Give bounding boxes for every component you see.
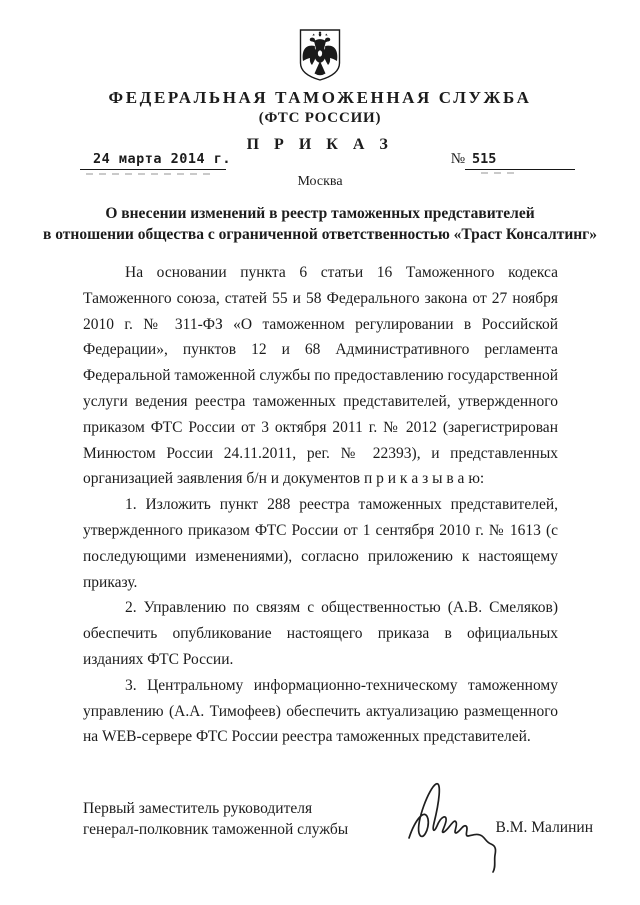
doc-title-line2: в отношении общества с ограниченной ответственностью «Траст Консалтинг» [43,226,597,243]
doc-title-line1: О внесении изменений в реестр таможенных представителей [105,205,535,222]
prikazyvayu-text: п р и к а з ы в а ю: [363,470,485,488]
order-item-3: 3. Центральному информационно-техническому таможенному управлению (А.А. Тимофеев) обеспечить актуализацию размещенного на WEB-сервере ФТС России реестра таможенных представителей. [83,676,558,746]
scan-artifact [86,173,214,175]
doc-city: Москва [297,174,343,189]
doc-title [18,203,622,245]
signer-position [83,798,348,840]
coat-of-arms-icon [298,28,342,82]
preamble-text: На основании пункта 6 статьи 16 Таможенного кодекса Таможенного союза, статей 55 и 58 Федерального закона от 27 ноября 2010 г. № 311-ФЗ «О таможенном регулировании в Российской Федерации», пунктов 12 и 68 Административного регламента Федеральной таможенной службы по предоставлению государственной услуги ведения реестра таможенных представителей, утвержденного приказом ФТС России от 3 октября 2011 г. № 2012 (зарегистрирован Минюстом России 24.11.2011, рег. № 22393), и представленных организацией заявления б/н и документов [83,264,558,488]
doc-number-value: 515 [465,151,575,170]
doc-body [83,260,558,750]
signer-position-line1: Первый заместитель руководителя [83,800,313,818]
order-item-1: 1. Изложить пункт 288 реестра таможенных представителей, утвержденного приказом ФТС России от 1 сентября 2010 г. № 1613 (с последующими изменениями), согласно приложению к настоящему приказу. [83,496,558,591]
org-short-name: (ФТС РОССИИ) [258,110,382,126]
doc-date: 24 марта 2014 г. [80,151,226,170]
signer-position-line2: генерал-полковник таможенной службы [83,821,349,839]
date-number-row [80,152,575,170]
doc-type-heading: П Р И К А З [246,136,394,153]
doc-number [451,151,575,170]
order-item-2: 2. Управлению по связям с общественностью (А.В. Смеляков) обеспечить опубликование настоящего приказа в официальных изданиях ФТС России. [83,599,558,668]
scan-artifact [481,172,515,174]
preamble-paragraph [83,260,558,492]
signature-block [83,790,593,905]
emblem-container [0,28,640,84]
handwritten-signature-icon [401,776,511,876]
org-name: ФЕДЕРАЛЬНАЯ ТАМОЖЕННАЯ СЛУЖБА [108,88,532,107]
number-sign-label: № [450,151,465,167]
signer-name: В.М. Малинин [495,819,593,837]
